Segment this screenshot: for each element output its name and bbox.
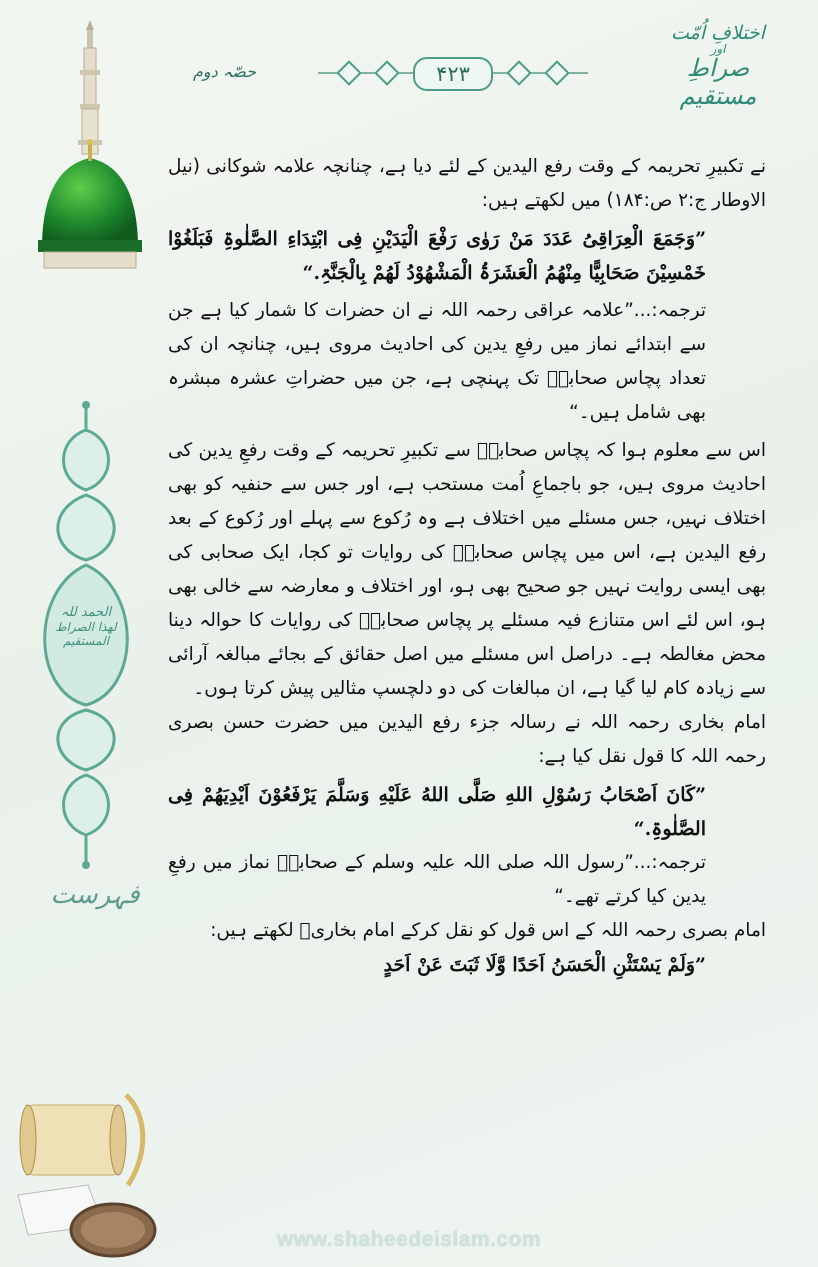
emblem-calligraphy	[36, 605, 136, 648]
banner-ornament-icon	[374, 60, 399, 85]
banner-ornament-icon	[506, 60, 531, 85]
book-title-line1: اختلافِ اُمّت	[671, 22, 765, 44]
website-url[interactable]: www.shaheedeislam.com	[276, 1228, 542, 1251]
book-title-line3: صراطِ مستقیم	[679, 54, 757, 110]
emblem-text-line2: لھذا الصراط المستقیم	[55, 620, 117, 648]
part-label: حصّہ دوم	[193, 62, 256, 81]
paragraph-2: اس سے معلوم ہوا کہ پچاس صحابہؓ سے تکبیرِ تحریمہ کے وقت رفعِ یدین کی احادیث مروی ہیں، جو باجماعِ اُمت مستحب ہے، اور جس سے حنفیہ کو بھی اختلاف نہیں، جس مسئلے میں اختلاف ہے وہ رُکوع سے پہلے اور رُکوع کے بعد رفع الیدین ہے، اس میں پچاس صحابہؓ کی روایات تو کجا، ایک صحابی کی بھی ایسی روایت نہیں جو صحیح بھی ہو، اور اختلاف و معارضہ سے خالی بھی ہو، اس لئے اس متنازع فیہ مسئلے پر پچاس صحابہؓ کی روایات کا حوالہ دینا محض مغالطہ ہے۔ دراصل اس مسئلے میں اصل حقائق کے بجائے مبالغہ آرائی سے زیادہ کام لیا گیا ہے، ان مبالغات کی دو دلچسپ مثالیں پیش کرتا ہوں۔	[168, 440, 766, 699]
index-link[interactable]: فہرست	[50, 880, 140, 910]
page-number: ۴۲۳	[413, 57, 493, 91]
arabic-quote-1: ”وَجَمَعَ الْعِرَاقِیُ عَدَدَ مَنْ رَوٰی رَفْعَ الْیَدَیْنِ فِی ابْتِدَاءِ الصَّلٰوۃِ فَبَلَغُوْا خَمْسِیْنَ صَحَابِیًّا مِنْھُمُ الْعَشَرَۃُ الْمَشْھُوْدُ لَھُمْ بِالْجَنَّۃِ.“	[168, 228, 706, 284]
emblem-text-line1: الحمد للہ	[60, 605, 112, 620]
paragraph-1: نے تکبیرِ تحریمہ کے وقت رفع الیدین کے لئے دیا ہے، چنانچہ علامہ شوکانی (نیل الاوطار ج:۲ ص:۱۸۴) میں لکھتے ہیں:	[168, 156, 766, 211]
paragraph-4: امام بصری رحمہ اللہ کے اس قول کو نقل کرکے امام بخاریؒ لکھتے ہیں:	[210, 920, 766, 941]
translation-2: ترجمہ:...”رسول اللہ صلی اللہ علیہ وسلم کے صحابہؓ نماز میں رفعِ یدین کیا کرتے تھے۔“	[168, 852, 706, 907]
arabic-quote-3: ”وَلَمْ یَسْتَثْنِ الْحَسَنُ اَحَدًا وَّلَا ثَبَتَ عَنْ اَحَدٍ	[383, 954, 706, 976]
banner-ornament-icon	[336, 60, 361, 85]
green-dome-mosque-illustration	[30, 18, 150, 273]
translation-1: ترجمہ:...”علامہ عراقی رحمہ اللہ نے ان حضرات کا شمار کیا ہے جن سے ابتدائے نماز میں رفعِ یدین کی احادیث مروی ہیں، چنانچہ ان کی تعداد پچاس صحابہؓ تک پہنچی ہے، جن میں حضراتِ عشرہ مبشرہ بھی شامل ہیں۔“	[168, 300, 706, 423]
banner-ornament-icon	[544, 60, 569, 85]
page-number-banner	[318, 55, 588, 91]
page-content	[168, 150, 766, 982]
arabic-quote-2: ”کَانَ اَصْحَابُ رَسُوْلِ اللهِ صَلَّی اللهُ عَلَیْهِ وَسَلَّمَ یَرْفَعُوْنَ اَیْدِیَھُمْ فِی الصَّلٰوۃِ.“	[168, 784, 706, 840]
book-title-line2: اور	[710, 42, 726, 56]
book-title	[648, 22, 788, 110]
paragraph-3: امام بخاری رحمہ اللہ نے رسالہ جزء رفع الیدین میں حضرت حسن بصری رحمہ اللہ کا قول نقل کیا ہے:	[168, 712, 766, 767]
